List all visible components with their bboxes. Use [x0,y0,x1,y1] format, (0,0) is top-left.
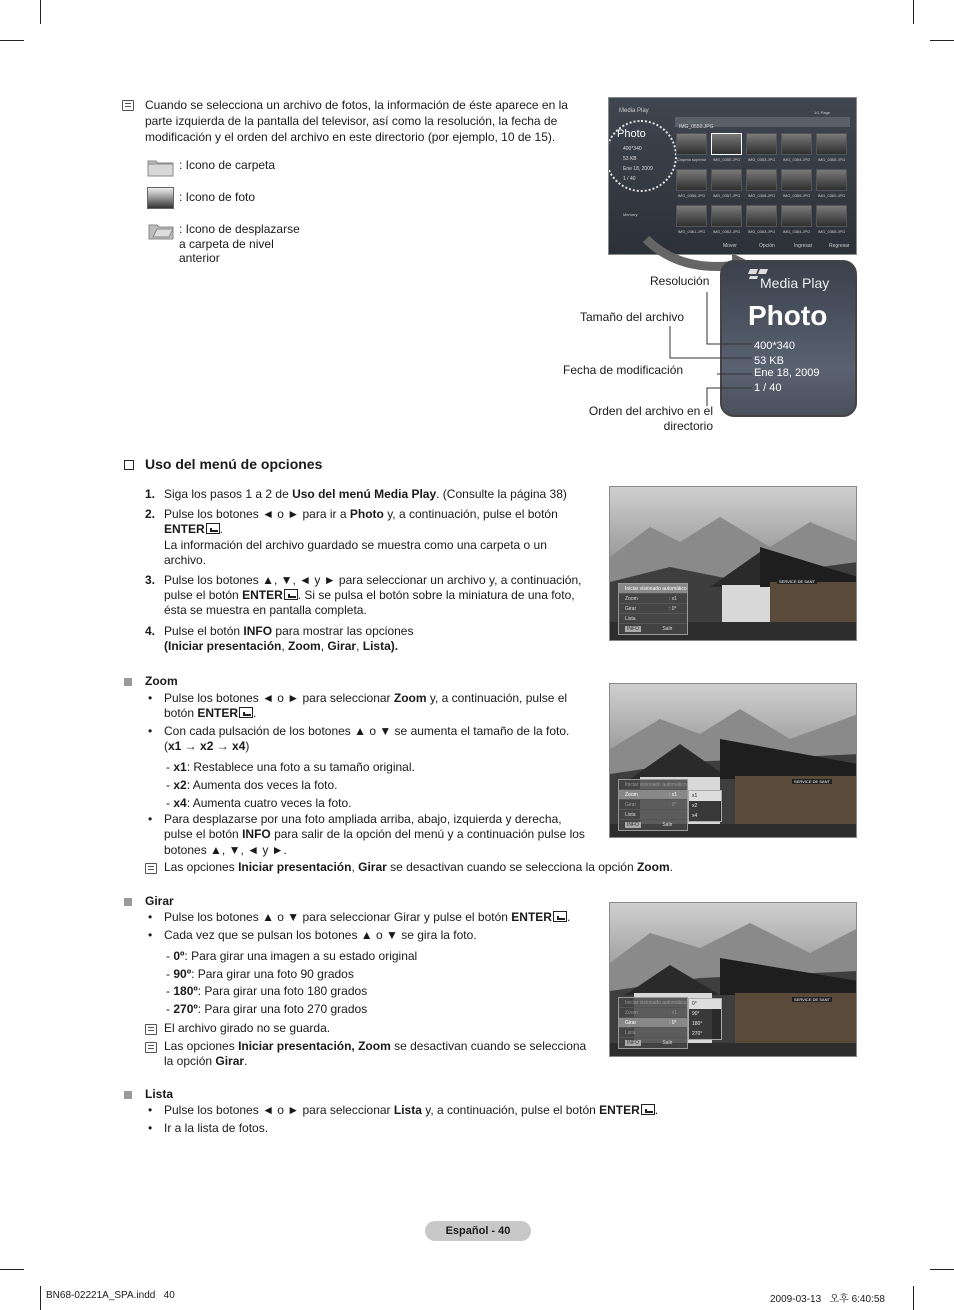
step-4-k: ). [390,639,399,653]
enter-icon [239,707,253,718]
zoom-n1a: Las opciones [164,860,239,874]
bullet-square-icon [124,678,132,686]
step-4-d: (Iniciar presentación [164,639,282,653]
zoom-bullet-3: • [148,812,153,826]
step-4-j: Lista [362,639,391,653]
zoom-sub-2: - x2: Aumenta dos veces la foto. [166,778,338,792]
browser-info-res: 400*340 [623,146,642,152]
zoom-b1a: Pulse los botones ◄ o ► para seleccionar [164,691,394,705]
thumbnail-label: IMG_0350.JPG [712,157,741,162]
rotate-b1 [164,910,604,925]
step-4-h: Girar [327,639,357,653]
rotate-title: Girar [145,894,174,908]
section-title: Uso del menú de opciones [145,456,323,472]
step-4-options [164,639,398,654]
zoom-b1c: y, a continuación, pulse el [426,691,568,705]
menu-exit-label: Salir [662,822,673,828]
thumbnail-label: IMG_0353.JPG [747,157,776,162]
thumbnail-photo[interactable] [711,205,742,227]
footer-date: 2009-03-13 오후 6:40:58 [770,1294,885,1305]
zoom-n1c: , [351,860,359,874]
zoom-option-x1[interactable]: x1 [689,791,721,801]
bullet-square-icon [124,898,132,906]
step-4-a: Pulse el botón [164,624,244,638]
intro-text: Cuando se selecciona un archivo de fotos, la información de éste aparece en la parte izquierda de la pantalla del televisor, así como la resolución, la fecha de modificación y el orden del archivo en este directorio (por ejemplo, 10 de 15). [145,98,568,144]
callout-lines [660,280,760,410]
footer-move: Mover [723,243,737,249]
menu-exit[interactable] [619,624,687,634]
rotate-bullet-2: • [148,928,153,942]
rotate-sub-2: - 90º: Para girar una foto 90 grados [166,967,354,981]
step-4-g: , [320,639,328,653]
step-2-c: y, a continuación, pulse el botón [383,507,558,521]
note-icon [145,863,157,874]
crop-mark [930,1269,954,1270]
rotate-b1b: ENTER [511,910,552,924]
zoom-sub-1: - x1: Restablece una foto a su tamaño original. [166,760,415,774]
step-2-enter-label: ENTER [164,522,205,536]
menu-zoom-value: : x1 [669,792,678,798]
menu-exit-key: INFO [627,1040,639,1046]
step-4-num: 4. [145,624,156,638]
callout-size: Tamaño del archivo [580,310,685,324]
photo-browser-screen [608,97,857,255]
step-4-e: , [281,639,289,653]
rotate-option-90[interactable]: 90° [692,1011,700,1017]
browser-brand: Media Play [619,108,649,114]
zoom-b3d: para salir de la opción del menú y a continuación pulse los [270,827,585,841]
menu-rotate-value: : 0° [669,606,677,612]
browser-file-name: IMG_0550.JPG [679,124,714,130]
enter-icon [641,1104,655,1115]
browser-file-bar [675,117,850,130]
menu-item-zoom[interactable] [619,790,687,800]
menu-sign: SERVICE DE SANT [794,997,830,1002]
zoom-b1b: Zoom [393,691,427,705]
browser-memory: Memory [623,212,638,217]
crop-mark [930,40,954,41]
list-b1d: ENTER [599,1103,640,1117]
thumbnail-label: IMG_0356.JPG [677,193,706,198]
zoom-b3-line3: botones ▲, ▼, ◄ y ►. [164,843,287,857]
rotate-n2f: . [244,1054,248,1068]
zoom-sub-1-key: x1 [173,760,187,774]
thumbnail-photo[interactable] [676,169,707,191]
thumbnail-photo[interactable] [816,205,847,227]
crop-mark [0,40,24,41]
zoom-b2-seq [164,739,249,754]
rotate-sub-2-key: 90º [173,967,192,981]
rotate-n2c: se desactivan cuando se selecciona [390,1039,587,1053]
rotate-sub-4-key: 270º [173,1002,198,1016]
menu-exit[interactable] [619,820,687,830]
rotate-note-1: El archivo girado no se guarda. [164,1021,331,1035]
rotate-b2: Cada vez que se pulsan los botones ▲ o ▼ se gira la foto. [164,928,477,942]
menu-zoom-value: : x1 [669,1010,678,1016]
thumbnail-label: IMG_0364.JPG [782,229,811,234]
crop-mark [40,1286,41,1310]
list-b2: Ir a la lista de fotos. [164,1121,269,1135]
zoom-note [164,860,724,875]
step-2-a: Pulse los botones ◄ o ► para ir a [164,507,350,521]
zoom-b2: Con cada pulsación de los botones ▲ o ▼ se aumenta el tamaño de la foto. [164,724,570,738]
thumbnail-photo[interactable] [816,169,847,191]
zoomed-resolution: 400*340 [754,340,795,352]
highlight-circle [608,120,677,192]
thumbnail-photo[interactable] [816,133,847,155]
step-1-pre: Siga los pasos 1 a 2 de [164,487,293,501]
legend-folder-label: : Icono de carpeta [179,158,276,172]
rotate-n2b: Iniciar presentación, Zoom [238,1039,391,1053]
step-2-e: . [219,522,224,536]
thumbnail-photo[interactable] [781,169,812,191]
browser-section: Photo [617,128,646,140]
zoom-sub-3-value: : Aumenta cuatro veces la foto. [186,796,352,810]
callout-date: Fecha de modificación [563,363,684,377]
crop-mark [913,0,914,24]
thumbnail-label: IMG_0357.JPG [712,193,741,198]
step-3-b: ENTER [242,588,283,602]
enter-icon [553,911,567,922]
thumbnail-label: IMG_0360.JPG [817,193,846,198]
zoom-b1d: botón [164,706,198,720]
menu-exit-key: INFO [627,626,639,632]
photo-options-screen [609,486,857,641]
thumbnail-label: IMG_0363.JPG [747,229,776,234]
zoom-n1e: se desactivan cuando se selecciona la opción [386,860,637,874]
menu-exit-label: Salir [662,1040,673,1046]
zoom-sub-3: - x4: Aumenta cuatro veces la foto. [166,796,352,810]
zoom-b3b: pulse el botón [164,827,243,841]
step-4-i: , [356,639,363,653]
rotate-note-2-line2 [164,1054,247,1069]
step-3-num: 3. [145,573,156,587]
menu-item-slideshow[interactable]: Iniciar visionado automático [619,780,687,790]
browser-info-size: 53 KB [623,156,637,162]
step-1-post: . (Consulte la página 38) [436,487,567,501]
step-2-text [164,507,594,522]
zoom-n1d: Girar [358,860,387,874]
menu-exit-label: Salir [662,626,673,632]
zoom-b2d: ) [245,739,250,753]
list-b1 [164,1103,724,1118]
enter-icon [206,523,220,534]
rotate-n2e: Girar [215,1054,245,1068]
zoomed-order: 1 / 40 [754,382,782,394]
thumbnail-label: Carpeta superior [676,157,707,162]
rotate-note-2 [164,1039,604,1054]
rotate-b1a: Pulse los botones ▲ o ▼ para seleccionar Girar y pulse el botón [164,910,512,924]
menu-exit[interactable] [619,1038,687,1048]
note-icon [122,100,134,111]
menu-item-list[interactable]: Lista [619,1028,687,1038]
menu-zoom-value: : x1 [669,596,678,602]
menu-item-slideshow[interactable]: Iniciar visionado automático [619,998,687,1008]
menu-rotate-value: : 0° [669,1020,677,1026]
zoom-n1g: . [669,860,673,874]
zoomed-brand-text: Media Play [760,275,830,291]
zoomed-size: 53 KB [754,355,784,367]
menu-item-slideshow[interactable]: Iniciar visionado automático [619,584,687,594]
thumbnail-parent-folder[interactable] [676,133,707,155]
step-2-b: Photo [349,507,384,521]
thumbnail-label: IMG_0365.JPG [817,229,846,234]
footer-file: BN68-02221A_SPA.indd 40 [46,1290,175,1301]
list-b1a: Pulse los botones ◄ o ► para seleccionar [164,1103,394,1117]
step-1-bold: Uso del menú Media Play [292,487,437,501]
zoomed-brand [760,275,829,291]
rotate-sub-1-value: : Para girar una imagen a su estado original [184,949,418,963]
photo-icon [147,187,174,209]
list-b1b: Lista [393,1103,422,1117]
list-b1e: . [654,1103,659,1117]
zoom-title: Zoom [145,674,178,688]
rotate-sub-4: - 270º: Para girar una foto 270 grados [166,1002,368,1016]
zoomed-section: Photo [748,300,828,331]
zoom-option-x2[interactable]: x2 [692,803,698,809]
zoom-b3-line2 [164,827,604,842]
photo-zoom-screen [609,683,857,838]
zoom-bullet-1: • [148,691,153,705]
rotate-bullet-1: • [148,910,153,924]
rotate-n2d: la opción [164,1054,216,1068]
thumbnail-photo[interactable] [676,205,707,227]
browser-page: 1/1 Page [814,110,831,115]
rotate-option-180[interactable]: 180° [692,1021,703,1027]
rotate-sub-4-value: : Para girar una foto 270 grados [197,1002,368,1016]
crop-mark [0,1269,24,1270]
footer-enter: Ingresar [794,243,813,249]
thumbnail-photo[interactable] [781,133,812,155]
zoom-n1f: Zoom [636,860,670,874]
step-1-text [164,487,594,502]
menu-rotate-label: Girar [625,606,637,612]
menu-item-list[interactable]: Lista [619,614,687,624]
zoom-b2c: x1 → x2 → x4 [168,739,246,753]
menu-item-rotate[interactable] [619,604,687,614]
rotate-option-270[interactable]: 270° [692,1031,703,1037]
step-2-num: 2. [145,507,156,521]
zoom-bullet-2: • [148,724,153,738]
zoom-b3: Para desplazarse por una foto ampliada arriba, abajo, izquierda y derecha, [164,812,562,826]
menu-rotate-label: Girar [625,802,637,808]
browser-info-order: 1 / 40 [623,176,636,182]
legend-folder-up-label: : Icono de desplazarse a carpeta de nivel anterior [179,222,300,265]
page-number-badge [425,1221,531,1241]
folder-up-icon [147,219,175,241]
thumbnail-label: IMG_0354.JPG [782,157,811,162]
crop-mark [40,0,41,24]
menu-rotate-value: : 0° [669,802,677,808]
options-menu [618,779,688,831]
thumbnail-label: IMG_0358.JPG [747,193,776,198]
menu-item-rotate[interactable] [619,1018,687,1028]
page-number-label: Español - 40 [445,1225,511,1237]
enter-icon [284,589,298,600]
zoom-sub-1-value: : Restablece una foto a su tamaño original. [186,760,415,774]
zoom-sub-3-key: x4 [173,796,187,810]
photo-rotate-screen [609,902,857,1057]
step-4-c: para mostrar las opciones [272,624,414,638]
step-4-text [164,624,594,639]
step-1-num: 1. [145,487,156,501]
list-b1c: y, a continuación, pulse el botón [421,1103,600,1117]
zoom-sub-2-value: : Aumenta dos veces la foto. [186,778,338,792]
zoom-b2b: ( [164,739,168,753]
menu-item-rotate[interactable] [619,800,687,810]
options-menu [618,583,688,635]
zoom-b1 [164,691,594,706]
footer-return: Regresar [829,243,850,249]
thumbnail-label: IMG_0355.JPG [817,157,846,162]
folder-icon [147,157,174,177]
rotate-sub-1: - 0º: Para girar una imagen a su estado original [166,949,418,963]
thumbnail-photo[interactable] [711,169,742,191]
menu-zoom-label: Zoom [625,792,638,798]
zoom-b3c: INFO [242,827,271,841]
rotate-n2a: Las opciones [164,1039,239,1053]
note-icon [145,1042,157,1053]
menu-sign: SERVICE DE SANT [779,579,815,584]
thumbnail-photo[interactable] [781,205,812,227]
step-3-text [164,573,598,618]
step-2-enter [164,522,223,537]
zoom-b1-line2 [164,706,256,721]
list-bullet-2: • [148,1121,153,1135]
zoom-sub-2-key: x2 [173,778,187,792]
menu-item-list[interactable]: Lista [619,810,687,820]
zoomed-date: Ene 18, 2009 [754,367,820,379]
zoom-submenu [688,790,722,822]
callout-order: Orden del archivo en el directorio [588,404,713,433]
step-4-f: Zoom [288,639,321,653]
thumbnail-label: IMG_0361.JPG [677,229,706,234]
rotate-sub-1-key: 0º [173,949,185,963]
thumbnail-photo[interactable] [746,169,777,191]
step-3-a: Pulse los botones ▲, ▼, ◄ y ► para seleccionar un archivo y, a continuación, pulse el botón [164,573,582,602]
menu-exit-key: INFO [627,822,639,828]
zoom-b1f: . [253,706,257,720]
menu-rotate-label: Girar [625,1020,637,1026]
crop-mark [913,1286,914,1310]
options-menu [618,997,688,1049]
legend-photo-label: : Icono de foto [179,190,256,204]
thumbnail-label: IMG_0359.JPG [782,193,811,198]
rotate-sub-3: - 180º: Para girar una foto 180 grados [166,984,368,998]
menu-item-zoom[interactable] [619,1008,687,1018]
menu-zoom-label: Zoom [625,596,638,602]
menu-item-zoom[interactable] [619,594,687,604]
rotate-sub-2-value: : Para girar una foto 90 grados [191,967,354,981]
zoom-option-x4[interactable]: x4 [692,813,698,819]
rotate-b1c: . [566,910,571,924]
rotate-sub-3-key: 180º [173,984,198,998]
note-icon [145,1024,157,1035]
rotate-submenu [688,998,722,1040]
menu-sign: SERVICE DE SANT [794,779,830,784]
thumbnail-photo[interactable] [711,133,742,155]
rotate-sub-3-value: : Para girar una foto 180 grados [197,984,368,998]
step-3-c: . Si se pulsa el botón sobre la miniatura de una foto, ésta se muestra en pantalla completa. [164,588,575,617]
thumbnail-photo[interactable] [746,205,777,227]
section-checkbox-icon [124,460,134,470]
thumbnail-label: IMG_0362.JPG [712,229,741,234]
zoom-b1e: ENTER [197,706,239,720]
step-2-detail: La información del archivo guardado se muestra como una carpeta o un archivo. [164,538,547,567]
zoom-n1b: Iniciar presentación [238,860,352,874]
rotate-option-0[interactable]: 0° [689,999,721,1009]
thumbnail-photo[interactable] [746,133,777,155]
list-bullet-1: • [148,1103,153,1117]
bullet-square-icon [124,1091,132,1099]
list-title: Lista [145,1087,174,1101]
callout-resolution: Resolución [650,274,710,288]
menu-zoom-label: Zoom [625,1010,638,1016]
footer-option: Opción [759,243,775,249]
browser-info-date: Ene 18, 2009 [623,166,653,172]
step-4-b: INFO [243,624,273,638]
